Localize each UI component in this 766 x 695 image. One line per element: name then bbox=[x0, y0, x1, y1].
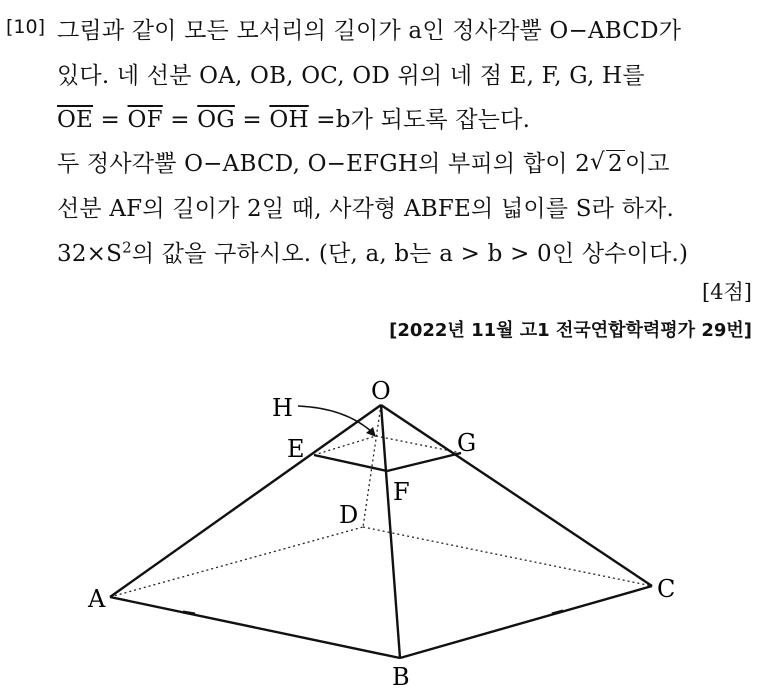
sqrt-radicand: 2 bbox=[608, 151, 623, 177]
segment-og: $\overline{OG}$ bbox=[197, 107, 235, 133]
label-h: H bbox=[272, 394, 293, 422]
line-6-tail: 의 값을 구하시오. (단, a, b는 a > b > 0인 상수이다.) bbox=[131, 241, 689, 267]
segment-oe: $\overline{OE}$ bbox=[57, 107, 94, 133]
problem-number: [10] bbox=[6, 16, 46, 38]
label-f: F bbox=[393, 478, 410, 506]
segment-of: $\overline{OF}$ bbox=[127, 107, 163, 133]
label-o: O bbox=[371, 377, 391, 405]
points-label: [4점] bbox=[701, 280, 752, 304]
edge-bc bbox=[400, 586, 652, 658]
label-e: E bbox=[287, 435, 305, 463]
line-6-head: 32×S bbox=[57, 241, 123, 267]
problem-line-1: 그림과 같이 모든 모서리의 길이가 a인 정사각뿔 O−ABCD가 bbox=[57, 18, 682, 44]
line-6-exponent: 2 bbox=[122, 238, 132, 257]
line-4-head: 두 정사각뿔 O−ABCD, O−EFGH의 부피의 합이 2 bbox=[57, 151, 590, 177]
problem-line-5: 선분 AF의 길이가 2일 때, 사각형 ABFE의 넓이를 S라 하자. bbox=[57, 196, 674, 222]
edge-fg bbox=[387, 453, 461, 471]
segment-oh: $\overline{OH}$ bbox=[269, 107, 309, 133]
problem-line-3: $\overline{OE} = \overline{OF} = \overline{OG} = \overline{OH} =b$가 되도록 잡는다. bbox=[57, 107, 531, 133]
edge-ef bbox=[314, 455, 387, 471]
problem-line-2: 있다. 네 선분 OA, OB, OC, OD 위의 네 점 E, F, G, H를 bbox=[57, 63, 645, 89]
source-label: [2022년 11월 고1 전국연합학력평가 29번] bbox=[389, 320, 752, 341]
tick-ab bbox=[183, 612, 195, 614]
label-a: A bbox=[88, 585, 106, 613]
label-d: D bbox=[339, 501, 359, 529]
label-b: B bbox=[392, 663, 410, 691]
edge-ad-hidden bbox=[110, 527, 363, 597]
tick-bc bbox=[552, 611, 563, 614]
label-c: C bbox=[657, 575, 676, 603]
edge-ab bbox=[110, 597, 400, 658]
line-4-tail: 이고 bbox=[624, 151, 670, 177]
label-g: G bbox=[457, 429, 477, 457]
line-3-tail: =b가 되도록 잡는다. bbox=[308, 107, 531, 133]
